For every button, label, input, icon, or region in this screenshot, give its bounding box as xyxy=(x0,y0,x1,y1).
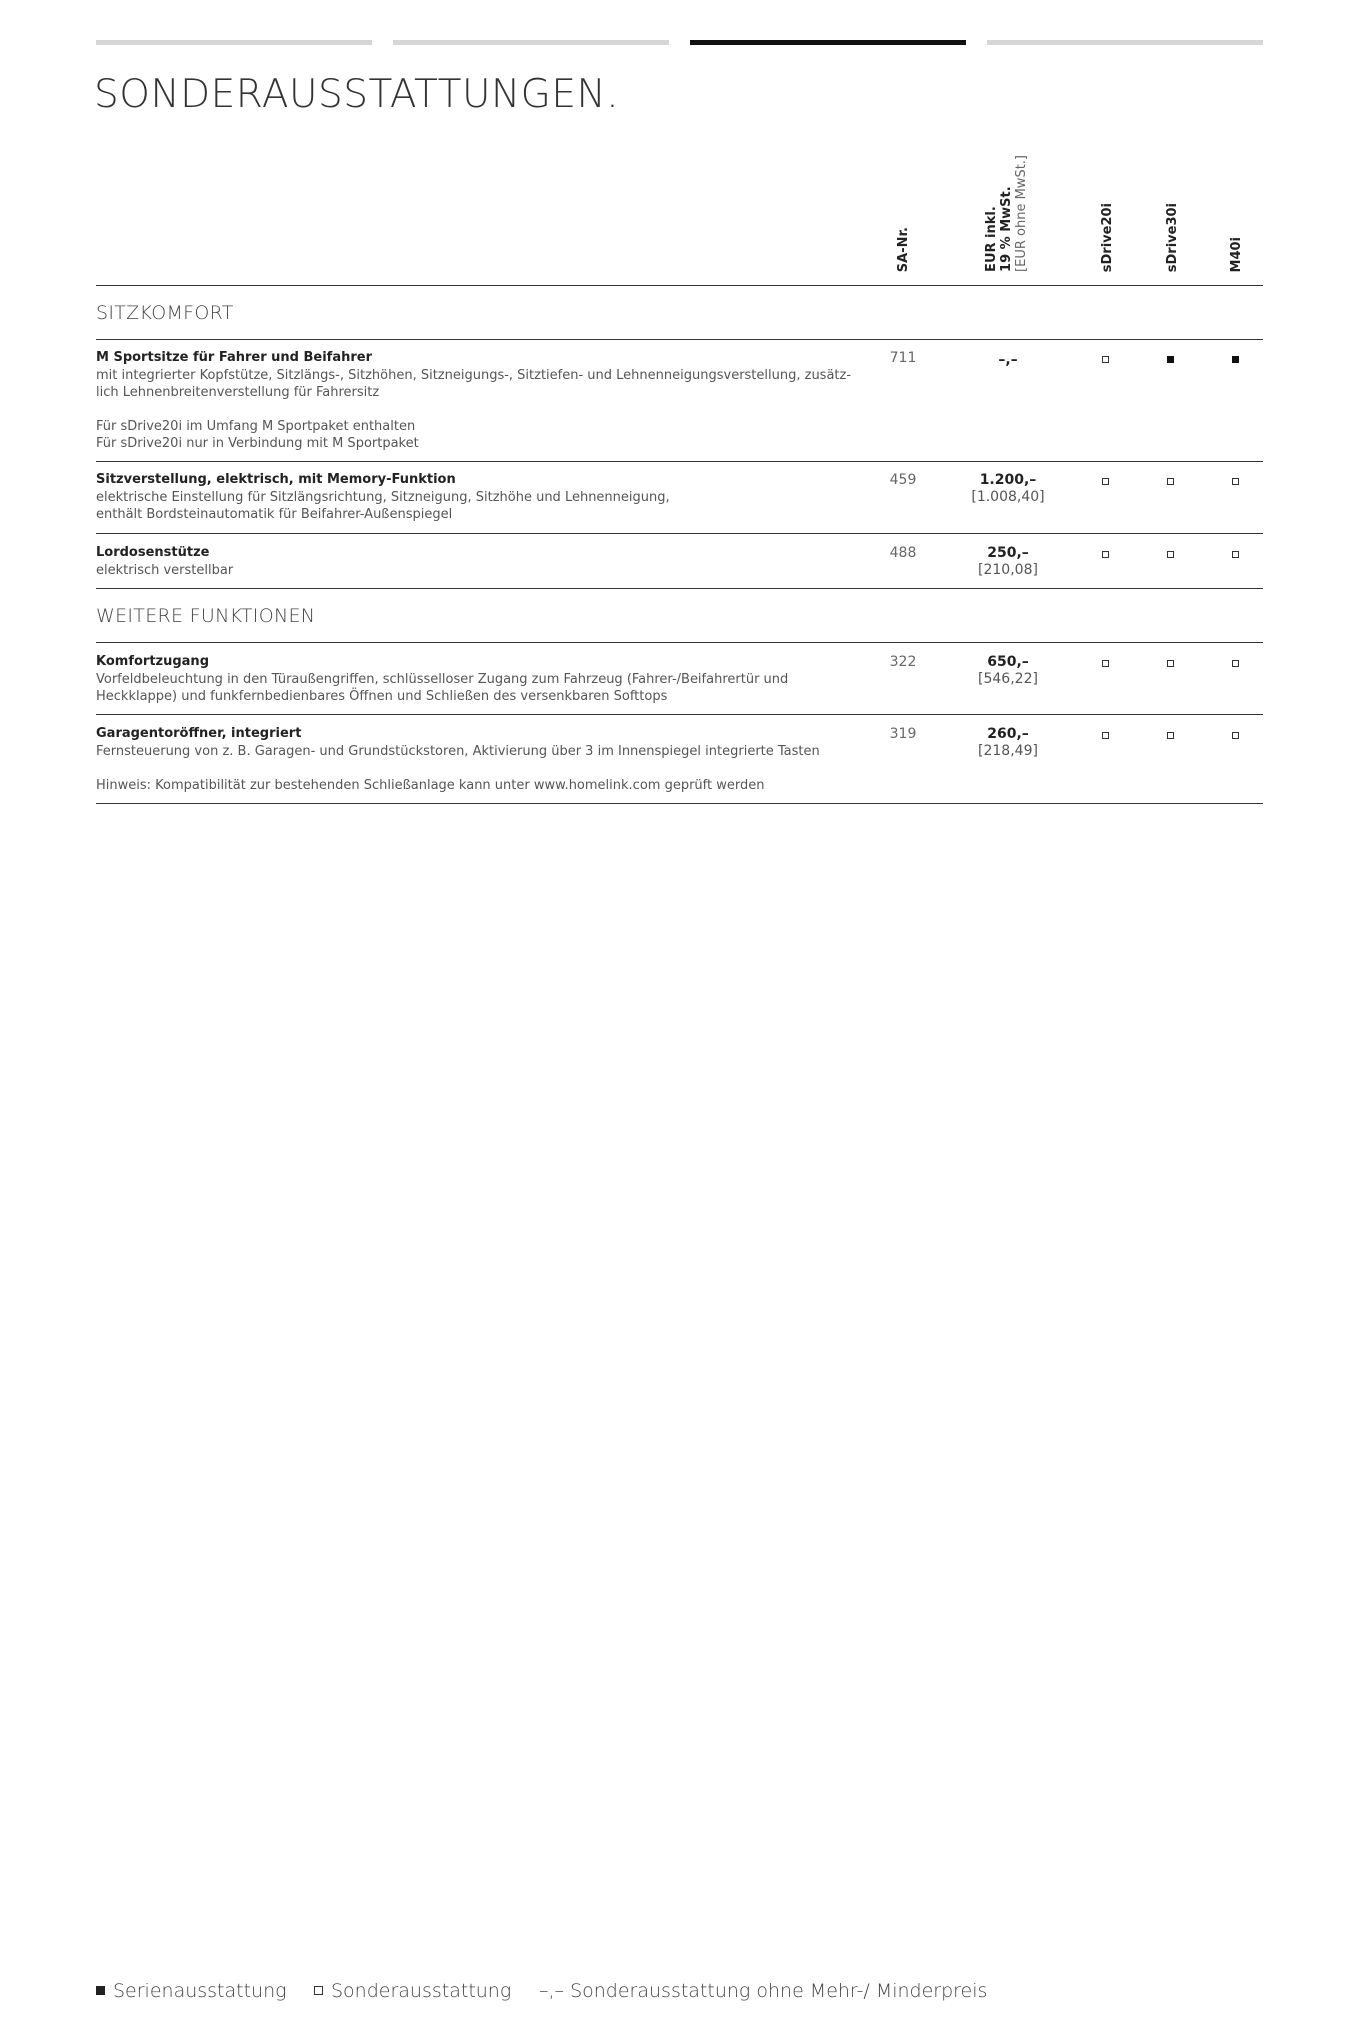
availability-m40i-optional xyxy=(1232,478,1239,485)
availability-m40i-optional xyxy=(1232,551,1239,558)
row-divider xyxy=(96,533,1263,534)
availability-sdrive20i-optional xyxy=(1102,732,1109,739)
column-header-price: EUR inkl. 19 % MwSt. [EUR ohne MwSt.] xyxy=(984,155,1029,272)
progress-segment-1 xyxy=(96,40,372,45)
page-title: SONDERAUSSTATTUNGEN. xyxy=(94,72,620,117)
row-description: Fernsteuerung von z. B. Garagen- und Grundstückstoren, Aktivierung über 3 im Innenspiegel integrierte Tasten xyxy=(96,744,820,759)
section-title-sitzkomfort: SITZKOMFORT xyxy=(96,302,234,324)
legend-optional: Sonderausstattung xyxy=(314,1980,511,2002)
section-divider xyxy=(96,339,1263,340)
row-title: Lordosenstütze xyxy=(96,545,210,560)
availability-m40i-standard xyxy=(1232,356,1239,363)
row-title: M Sportsitze für Fahrer und Beifahrer xyxy=(96,350,373,365)
availability-m40i-optional xyxy=(1232,660,1239,667)
row-price: 260,– [218,49] xyxy=(978,726,1038,759)
filled-square-icon xyxy=(96,1986,105,1995)
availability-sdrive20i-optional xyxy=(1102,356,1109,363)
availability-sdrive20i-optional xyxy=(1102,660,1109,667)
column-header-sa: SA-Nr. xyxy=(896,226,911,272)
section-divider xyxy=(96,642,1263,643)
row-title: Garagentoröffner, integriert xyxy=(96,726,302,741)
table-bottom-divider xyxy=(96,803,1263,804)
row-sa-number: 488 xyxy=(889,545,917,561)
row-note: Für sDrive20i im Umfang M Sportpaket enthalten Für sDrive20i nur in Verbindung mit M Sportpaket xyxy=(96,419,419,451)
progress-segment-4 xyxy=(987,40,1263,45)
row-sa-number: 711 xyxy=(889,350,917,366)
column-header-sdrive30i: sDrive30i xyxy=(1165,202,1180,272)
availability-sdrive30i-standard xyxy=(1167,356,1174,363)
row-divider xyxy=(96,461,1263,462)
row-price: 1.200,– [1.008,40] xyxy=(971,472,1045,505)
row-title: Komfortzugang xyxy=(96,654,209,669)
row-price: –,– xyxy=(998,352,1018,368)
row-title: Sitzverstellung, elektrisch, mit Memory-Funktion xyxy=(96,472,456,487)
row-description: elektrisch verstellbar xyxy=(96,563,234,578)
page-progress-indicator xyxy=(96,40,1263,45)
availability-sdrive30i-optional xyxy=(1167,478,1174,485)
column-header-m40i: M40i xyxy=(1229,236,1244,272)
empty-square-icon xyxy=(314,1986,323,1995)
row-price: 250,– [210,08] xyxy=(978,545,1038,578)
column-header-sdrive20i: sDrive20i xyxy=(1100,202,1115,272)
progress-segment-3-active xyxy=(690,40,966,45)
row-divider xyxy=(96,588,1263,589)
availability-m40i-optional xyxy=(1232,732,1239,739)
legend-standard: Serienausstattung xyxy=(96,1980,287,2002)
progress-segment-2 xyxy=(393,40,669,45)
availability-sdrive20i-optional xyxy=(1102,478,1109,485)
header-divider xyxy=(96,285,1263,286)
availability-sdrive20i-optional xyxy=(1102,551,1109,558)
row-description: elektrische Einstellung für Sitzlängsrichtung, Sitzneigung, Sitzhöhe und Lehnenneigung, enthält Bordsteinautomatik für Beifahrer-Außenspiegel xyxy=(96,490,670,522)
row-sa-number: 322 xyxy=(889,654,917,670)
row-sa-number: 459 xyxy=(889,472,917,488)
legend-no-price: –,– Sonderausstattung ohne Mehr-/ Minderpreis xyxy=(539,1980,988,2002)
row-description: Vorfeldbeleuchtung in den Türaußengriffen, schlüsselloser Zugang zum Fahrzeug (Fahrer-/Beifahrertür und Heckklappe) und funkfernbedienbares Öffnen und Schließen des versenkbaren Softtops xyxy=(96,672,789,704)
row-sa-number: 319 xyxy=(889,726,917,742)
availability-sdrive30i-optional xyxy=(1167,551,1174,558)
row-divider xyxy=(96,714,1263,715)
row-description: mit integrierter Kopfstütze, Sitzlängs-, Sitzhöhen, Sitzneigungs-, Sitztiefen- und Lehnenneigungsverstellung, zusätz- lich Lehnenbreitenverstellung für Fahrersitz xyxy=(96,368,852,400)
availability-sdrive30i-optional xyxy=(1167,732,1174,739)
availability-sdrive30i-optional xyxy=(1167,660,1174,667)
row-note: Hinweis: Kompatibilität zur bestehenden Schließanlage kann unter www.homelink.com geprüft werden xyxy=(96,778,765,793)
section-title-weitere-funktionen: WEITERE FUNKTIONEN xyxy=(96,605,316,627)
row-price: 650,– [546,22] xyxy=(978,654,1038,687)
